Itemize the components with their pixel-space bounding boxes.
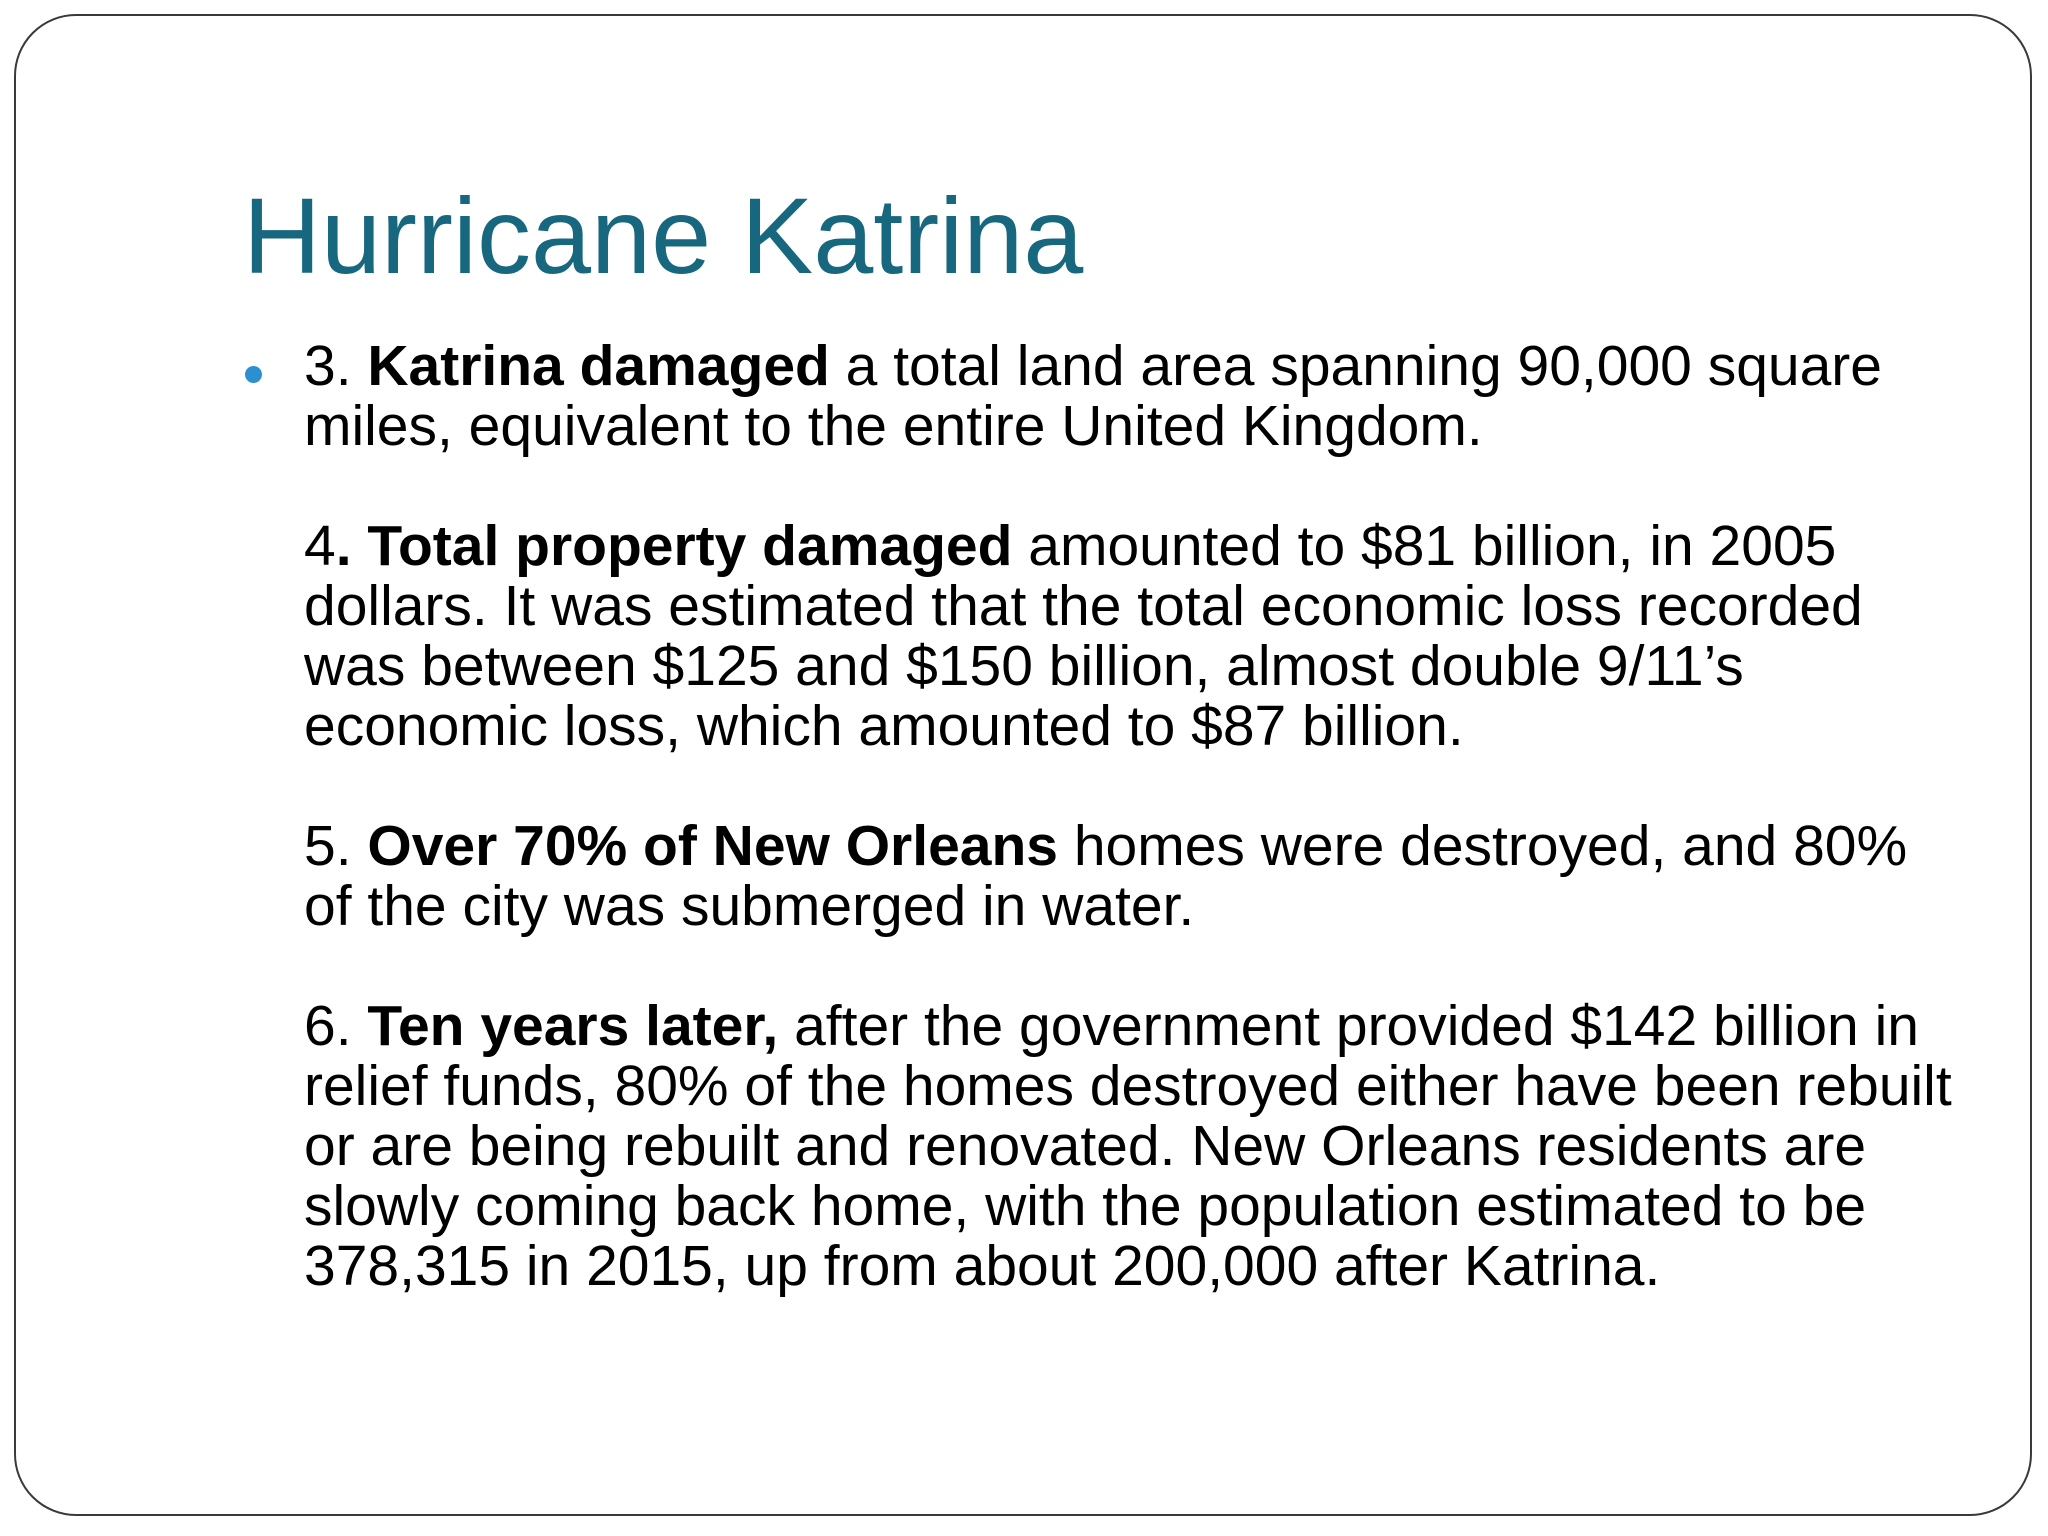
fact-number: 3.	[304, 334, 368, 398]
slide-title: Hurricane Katrina	[243, 175, 1084, 296]
fact-paragraph-4	[304, 516, 1964, 756]
fact-text: homes were destroyed, and 80% of the city was submerged in water.	[304, 814, 1908, 938]
fact-paragraph-3	[304, 336, 1964, 456]
fact-highlight: Katrina damaged	[367, 334, 830, 398]
slide-body	[304, 336, 1964, 1296]
fact-paragraph-6	[304, 996, 1964, 1296]
fact-number: 5.	[304, 814, 368, 878]
fact-highlight: . Total property damaged	[335, 514, 1013, 578]
fact-number: 4	[304, 514, 336, 578]
fact-text: a total land area spanning 90,000 square miles, equivalent to the entire United Kingdom.	[304, 334, 1882, 458]
bullet-dot-icon	[245, 366, 262, 383]
fact-highlight: Over 70% of New Orleans	[367, 814, 1058, 878]
fact-text: amounted to $81 billion, in 2005 dollars. It was estimated that the total economic loss recorded was between $125 and $150 billion, almost double 9/11’s economic loss, which amounted to $87 billion.	[304, 514, 1863, 758]
fact-text: after the government provided $142 billion in relief funds, 80% of the homes destroyed either have been rebuilt or are being rebuilt and renovated. New Orleans residents are slowly coming back home, with the population estimated to be 378,315 in 2015, up from about 200,000 after Katrina.	[304, 994, 1952, 1298]
fact-number: 6.	[304, 994, 368, 1058]
slide-frame	[14, 14, 2032, 1516]
fact-highlight: Ten years later,	[367, 994, 779, 1058]
fact-paragraph-5	[304, 816, 1964, 936]
